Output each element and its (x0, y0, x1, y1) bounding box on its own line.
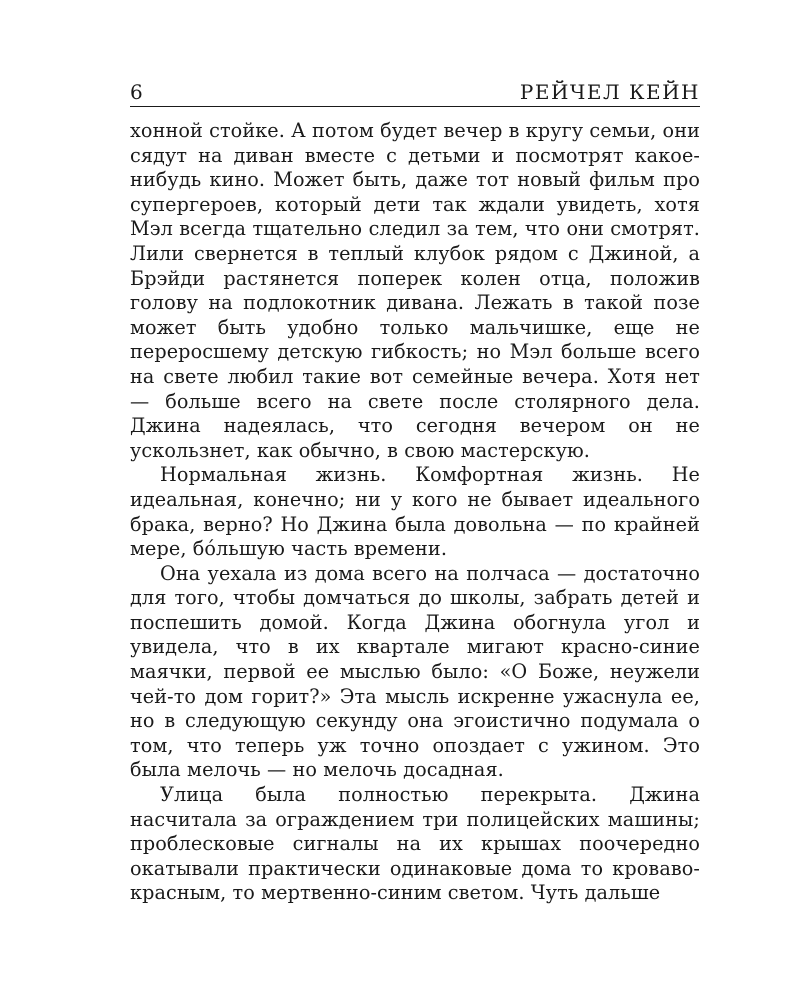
book-page (130, 76, 700, 906)
paragraph-continuation: хонной стойке. А потом будет вечер в кругу семьи, они сядут на диван вместе с детьми и посмотрят какое-нибудь кино. Может быть, даже тот новый фильм про супергероев, который дети так ждали увидеть, хотя Мэл всегда тщательно следил за тем, что они смотрят. Лили свернется в теплый клубок рядом с Джиной, а Брэйди растянется поперек колен отца, положив голову на подлокотник дивана. Лежать в такой позе может быть удобно только мальчишке, еще не переросшему детскую гибкость; но Мэл больше всего на свете любил такие вот семейные вечера. Хотя нет — больше всего на свете после столярного дела. Джина надеялась, что сегодня вечером он не ускользнет, как обычно, в свою мастерскую. (130, 119, 700, 462)
paragraph: Нормальная жизнь. Комфортная жизнь. Не идеальная, конечно; ни у кого не бывает идеального брака, верно? Но Джина была довольна — по крайней мере, бóльшую часть времени. (130, 463, 700, 561)
page-number: 6 (130, 80, 143, 104)
paragraph: Она уехала из дома всего на полчаса — достаточно для того, чтобы домчаться до школы, забрать детей и поспешить домой. Когда Джина обогнула угол и увидела, что в их квартале мигают красно-синие маячки, первой ее мыслью было: «О Боже, неужели чей-то дом горит?» Эта мысль искренне ужаснула ее, но в следующую секунду она эгоистично подумала о том, что теперь уж точно опоздает с ужином. Это была мелочь — но мелочь досадная. (130, 561, 700, 782)
body-text (130, 119, 700, 906)
running-head-author: РЕЙЧЕЛ КЕЙН (519, 80, 700, 104)
paragraph: Улица была полностью перекрыта. Джина насчитала за ограждением три полицейских машины; проблесковые сигналы на их крышах поочередно окатывали практически одинаковые дома то кроваво-красным, то мертвенно-синим светом. Чуть дальше (130, 783, 700, 905)
running-head (130, 76, 700, 107)
